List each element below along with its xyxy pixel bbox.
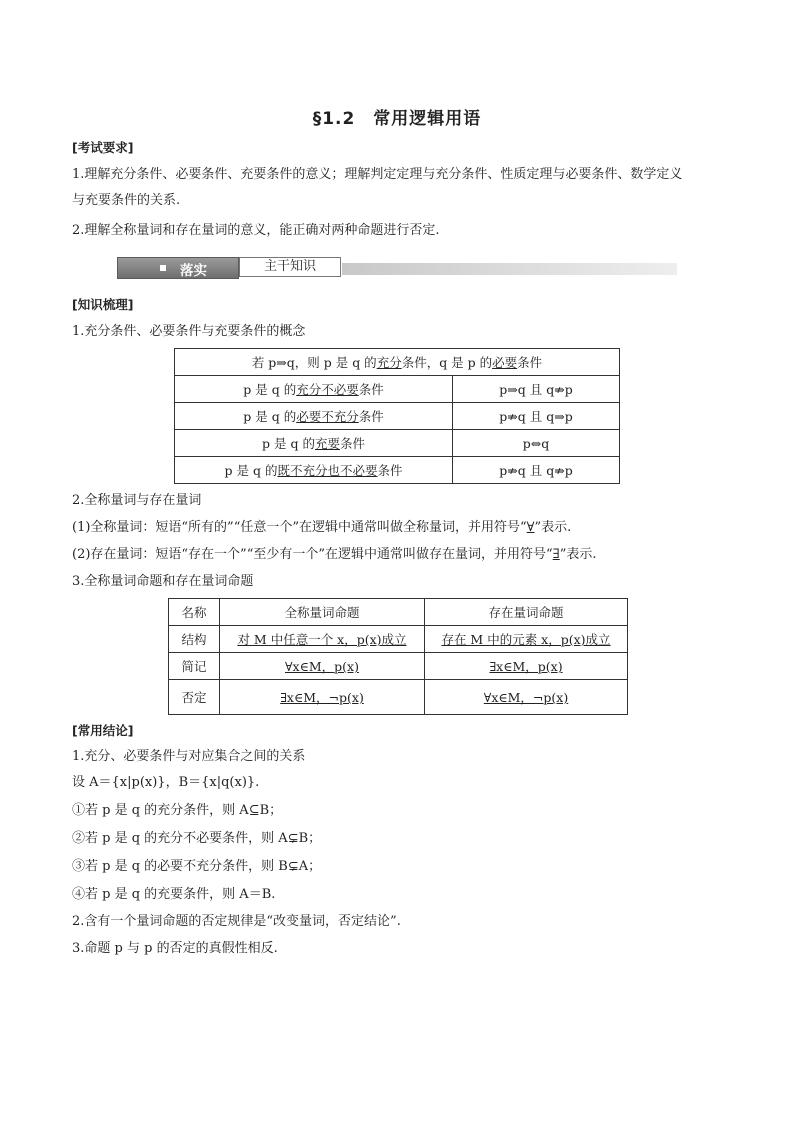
cell-text: 条件	[358, 382, 384, 397]
cell-text: 条件	[339, 436, 365, 451]
table-cell	[220, 653, 425, 680]
conclusion-1-c: ③若 p 是 q 的必要不充分条件，则 B⊊A；	[72, 859, 322, 874]
table-row	[175, 430, 620, 457]
forall-symbol: ∀	[526, 520, 535, 535]
banner-dark-label: 落实	[180, 263, 207, 279]
table-row	[169, 626, 628, 653]
table-head-cell: 存在量词命题	[425, 599, 628, 626]
exists-symbol: ∃	[552, 547, 560, 562]
exam-requirement-line-2: 与充要条件的关系.	[72, 193, 181, 208]
row-label-cell: 简记	[169, 653, 220, 680]
cell-text: 条件	[358, 409, 384, 424]
knowledge-item-2-2	[72, 546, 597, 564]
cell-text: p 是 q 的	[243, 382, 297, 397]
knowledge-header: [知识梳理]	[72, 297, 134, 312]
header-text: 条件	[517, 355, 543, 370]
condition-table-header	[175, 349, 620, 376]
table-cell	[425, 626, 628, 653]
table-head-cell: 名称	[169, 599, 220, 626]
table-row	[175, 376, 620, 403]
table-row	[169, 599, 628, 626]
cell-text: 存在 M 中的元素 x，p(x)成立	[441, 632, 611, 647]
table-cell	[220, 626, 425, 653]
square-bullet-icon	[160, 265, 166, 271]
conclusion-1-d: ④若 p 是 q 的充要条件，则 A＝B.	[72, 887, 276, 902]
table-head-cell: 全称量词命题	[220, 599, 425, 626]
condition-rule-cell: p⇔q	[453, 430, 620, 457]
cell-term: 既不充分也不必要	[277, 463, 378, 478]
knowledge-item-1: 1.充分条件、必要条件与充要条件的概念	[72, 324, 306, 339]
cell-term: 充要	[314, 436, 340, 451]
row-label-cell: 否定	[169, 680, 220, 715]
table-row	[175, 457, 620, 484]
table-row	[169, 680, 628, 715]
exam-requirement-line-1: 1.理解充分条件、必要条件、充要条件的意义；理解判定定理与充分条件、性质定理与必要条件、数学定义	[72, 167, 683, 182]
exam-requirements-header: [考试要求]	[72, 140, 134, 155]
cell-text: p 是 q 的	[224, 463, 278, 478]
quantifier-table	[168, 598, 628, 715]
header-text: 若 p⇒q，则 p 是 q 的	[251, 355, 377, 370]
cell-text: ∃x∈M，¬p(x)	[280, 690, 364, 705]
item-text: ”表示.	[534, 520, 572, 535]
condition-table	[174, 348, 620, 484]
page-title: §1.2 常用逻辑用语	[312, 109, 482, 129]
cell-text: ∀x∈M，¬p(x)	[483, 690, 569, 705]
cell-term: 充分不必要	[296, 382, 359, 397]
knowledge-item-3: 3.全称量词命题和存在量词命题	[72, 574, 254, 589]
conclusion-2: 2.含有一个量词命题的否定规律是“改变量词，否定结论”.	[72, 914, 401, 929]
table-row	[175, 349, 620, 376]
condition-name-cell	[175, 403, 453, 430]
row-label-cell: 结构	[169, 626, 220, 653]
conclusion-1-a: ①若 p 是 q 的充分条件，则 A⊆B；	[72, 803, 283, 818]
conclusion-1: 1.充分、必要条件与对应集合之间的关系	[72, 749, 306, 764]
cell-text: 对 M 中任意一个 x，p(x)成立	[237, 632, 407, 647]
banner-dark-tab	[117, 257, 239, 279]
item-text: (2)存在量词：短语“存在一个”“至少有一个”在逻辑中通常叫做存在量词，并用符号“	[72, 547, 553, 562]
table-row	[175, 403, 620, 430]
condition-name-cell	[175, 430, 453, 457]
cell-text: ∀x∈M，p(x)	[285, 659, 359, 674]
condition-rule-cell: p⇏q 且 q⇏p	[453, 457, 620, 484]
conclusion-1-b: ②若 p 是 q 的充分不必要条件，则 A⊊B；	[72, 831, 322, 846]
banner-gradient-bar	[342, 263, 677, 275]
conclusions-header: [常用结论]	[72, 723, 134, 738]
cell-text: p 是 q 的	[243, 409, 297, 424]
knowledge-item-2: 2.全称量词与存在量词	[72, 493, 202, 508]
exam-requirement-line-3: 2.理解全称量词和存在量词的意义，能正确对两种命题进行否定.	[72, 223, 440, 238]
item-text: ”表示.	[559, 547, 597, 562]
conclusion-3: 3.命题 p 与 p 的否定的真假性相反.	[72, 941, 278, 956]
condition-name-cell	[175, 457, 453, 484]
condition-rule-cell: p⇏q 且 q⇒p	[453, 403, 620, 430]
table-row	[169, 653, 628, 680]
cell-text: ∃x∈M，p(x)	[489, 659, 563, 674]
item-text: (1)全称量词：短语“所有的”“任意一个”在逻辑中通常叫做全称量词，并用符号“	[72, 520, 527, 535]
condition-name-cell	[175, 376, 453, 403]
knowledge-item-2-1	[72, 519, 571, 537]
table-cell	[425, 653, 628, 680]
header-term-necessary: 必要	[492, 355, 518, 370]
cell-text: p 是 q 的	[262, 436, 315, 451]
header-term-sufficient: 充分	[376, 355, 402, 370]
condition-rule-cell: p⇒q 且 q⇏p	[453, 376, 620, 403]
banner-light-label: 主干知识	[239, 257, 341, 277]
conclusion-1-sets: 设 A＝{x|p(x)}，B＝{x|q(x)}.	[72, 775, 260, 790]
cell-text: 条件	[377, 463, 403, 478]
table-cell	[425, 680, 628, 715]
table-cell	[220, 680, 425, 715]
header-text: 条件，q 是 p 的	[401, 355, 493, 370]
section-banner	[117, 257, 677, 279]
cell-term: 必要不充分	[296, 409, 359, 424]
